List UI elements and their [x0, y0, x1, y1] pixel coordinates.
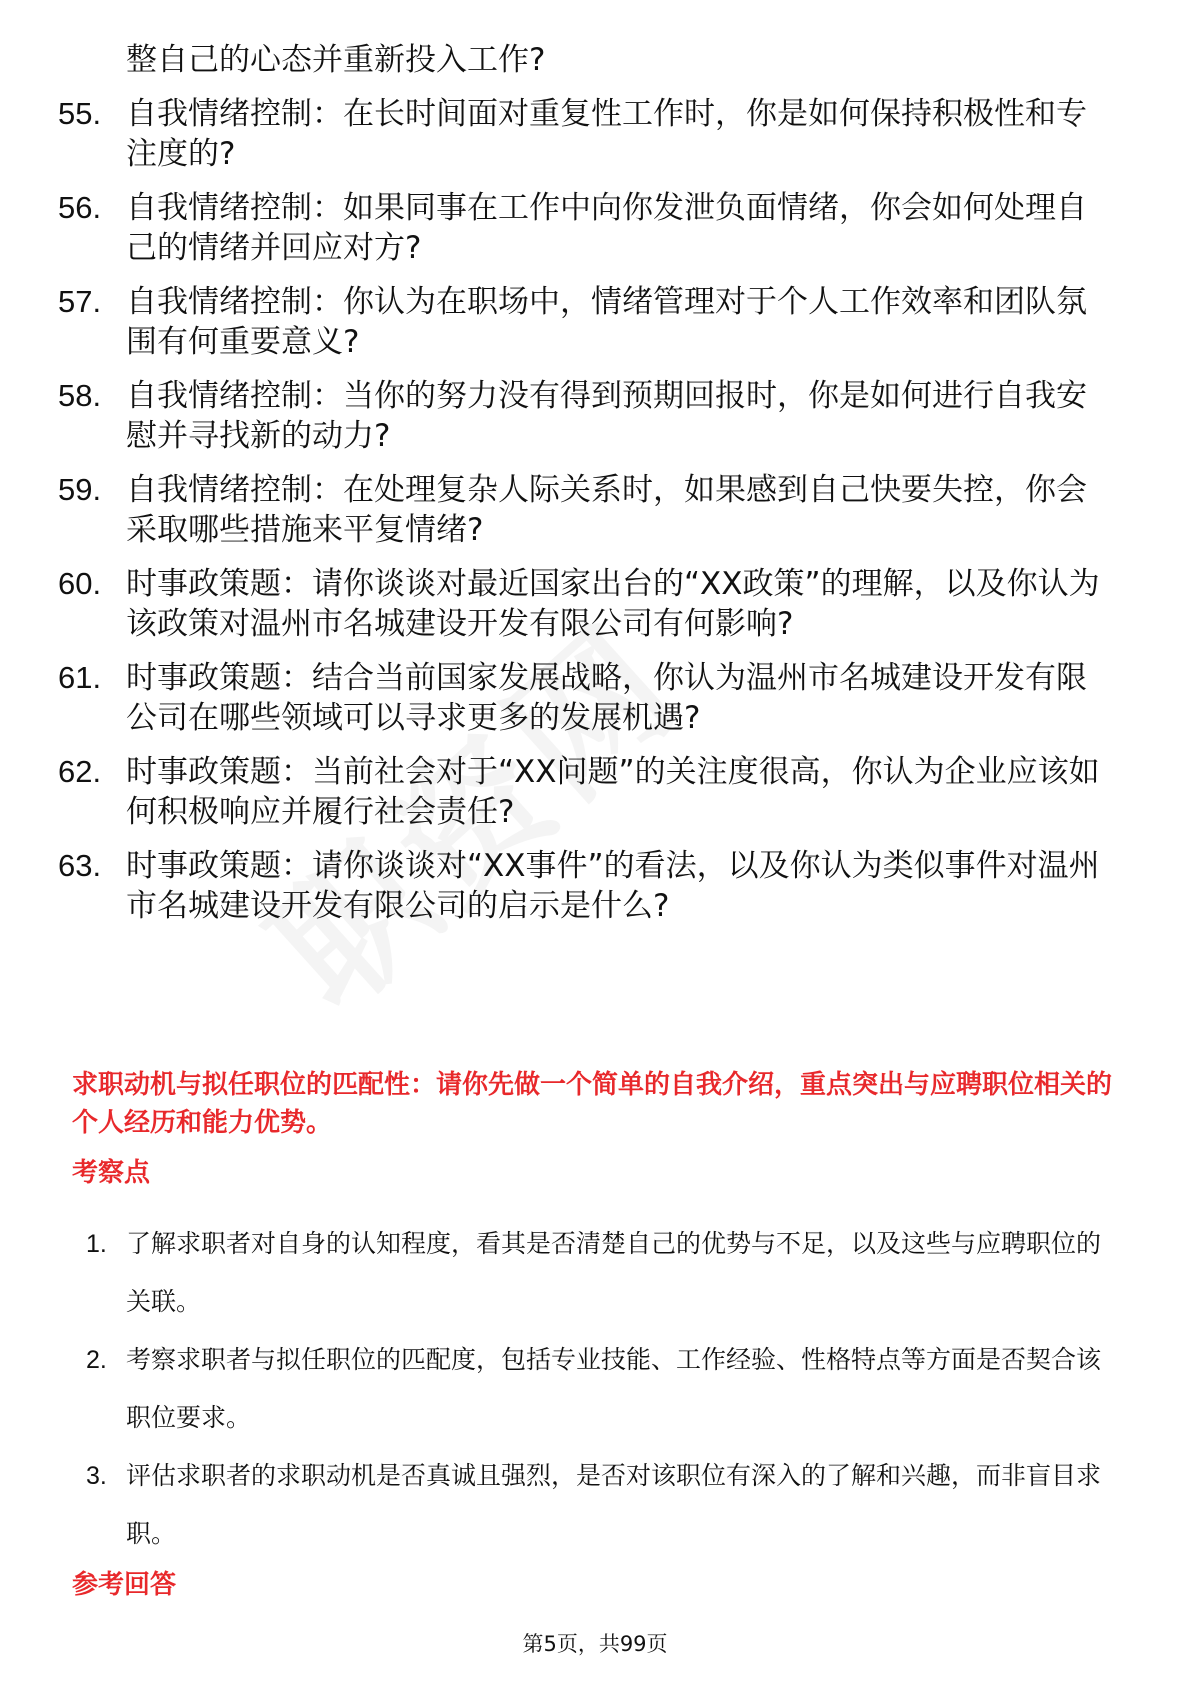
- question-text: 自我情绪控制：你认为在职场中，情绪管理对于个人工作效率和团队氛围有何重要意义?: [126, 284, 1087, 360]
- question-item: [58, 282, 1116, 362]
- question-text: 时事政策题：请你谈谈对最近国家出台的“XX政策”的理解，以及你认为该政策对温州市名城建设开发有限公司有何影响?: [126, 566, 1100, 642]
- question-text: 自我情绪控制：在处理复杂人际关系时，如果感到自己快要失控，你会采取哪些措施来平复情绪?: [126, 472, 1087, 548]
- question-number: 60.: [58, 566, 102, 601]
- inspection-point: [86, 1331, 1116, 1447]
- question-number: 57.: [58, 284, 102, 319]
- question-number: 58.: [58, 378, 102, 413]
- question-continuation: 整自己的心态并重新投入工作?: [126, 42, 546, 78]
- question-list: [0, 40, 1190, 940]
- question-text: 时事政策题：结合当前国家发展战略，你认为温州市名城建设开发有限公司在哪些领域可以寻求更多的发展机遇?: [126, 660, 1087, 736]
- question-item: [58, 564, 1116, 644]
- point-text: 了解求职者对自身的认知程度，看其是否清楚自己的优势与不足，以及这些与应聘职位的关联。: [126, 1229, 1102, 1316]
- question-text: 自我情绪控制：如果同事在工作中向你发泄负面情绪，你会如何处理自己的情绪并回应对方?: [126, 190, 1087, 266]
- question-item: [58, 846, 1116, 926]
- page-footer: 第5页，共99页: [522, 1632, 668, 1656]
- inspection-point: [86, 1215, 1116, 1331]
- question-number: 55.: [58, 96, 102, 131]
- inspection-points: [0, 1215, 1190, 1563]
- question-number: 63.: [58, 848, 102, 883]
- reference-answer-label: 参考回答: [72, 1570, 177, 1600]
- question-text: 自我情绪控制：在长时间面对重复性工作时，你是如何保持积极性和专注度的?: [126, 96, 1087, 172]
- question-item: [58, 470, 1116, 550]
- question-item: [58, 94, 1116, 174]
- question-text: 自我情绪控制：当你的努力没有得到预期回报时，你是如何进行自我安慰并寻找新的动力?: [126, 378, 1087, 454]
- question-text: 时事政策题：当前社会对于“XX问题”的关注度很高，你认为企业应该如何积极响应并履行社会责任?: [126, 754, 1100, 830]
- inspection-point: [86, 1447, 1116, 1563]
- question-number: 62.: [58, 754, 102, 789]
- question-item: [58, 658, 1116, 738]
- question-number: 59.: [58, 472, 102, 507]
- point-number: 1.: [86, 1230, 107, 1258]
- question-item: [58, 376, 1116, 456]
- inspection-label: 考察点: [72, 1158, 151, 1188]
- question-number: 61.: [58, 660, 102, 695]
- section-heading: 求职动机与拟任职位的匹配性：请你先做一个简单的自我介绍，重点突出与应聘职位相关的个人经历和能力优势。: [72, 1070, 1113, 1138]
- question-item: [58, 188, 1116, 268]
- question-text: 时事政策题：请你谈谈对“XX事件”的看法，以及你认为类似事件对温州市名城建设开发有限公司的启示是什么?: [126, 848, 1100, 924]
- question-item: [58, 752, 1116, 832]
- point-number: 2.: [86, 1346, 107, 1374]
- point-number: 3.: [86, 1462, 107, 1490]
- point-text: 评估求职者的求职动机是否真诚且强烈，是否对该职位有深入的了解和兴趣，而非盲目求职。: [126, 1461, 1102, 1548]
- point-text: 考察求职者与拟任职位的匹配度，包括专业技能、工作经验、性格特点等方面是否契合该职位要求。: [126, 1345, 1102, 1432]
- question-number: 56.: [58, 190, 102, 225]
